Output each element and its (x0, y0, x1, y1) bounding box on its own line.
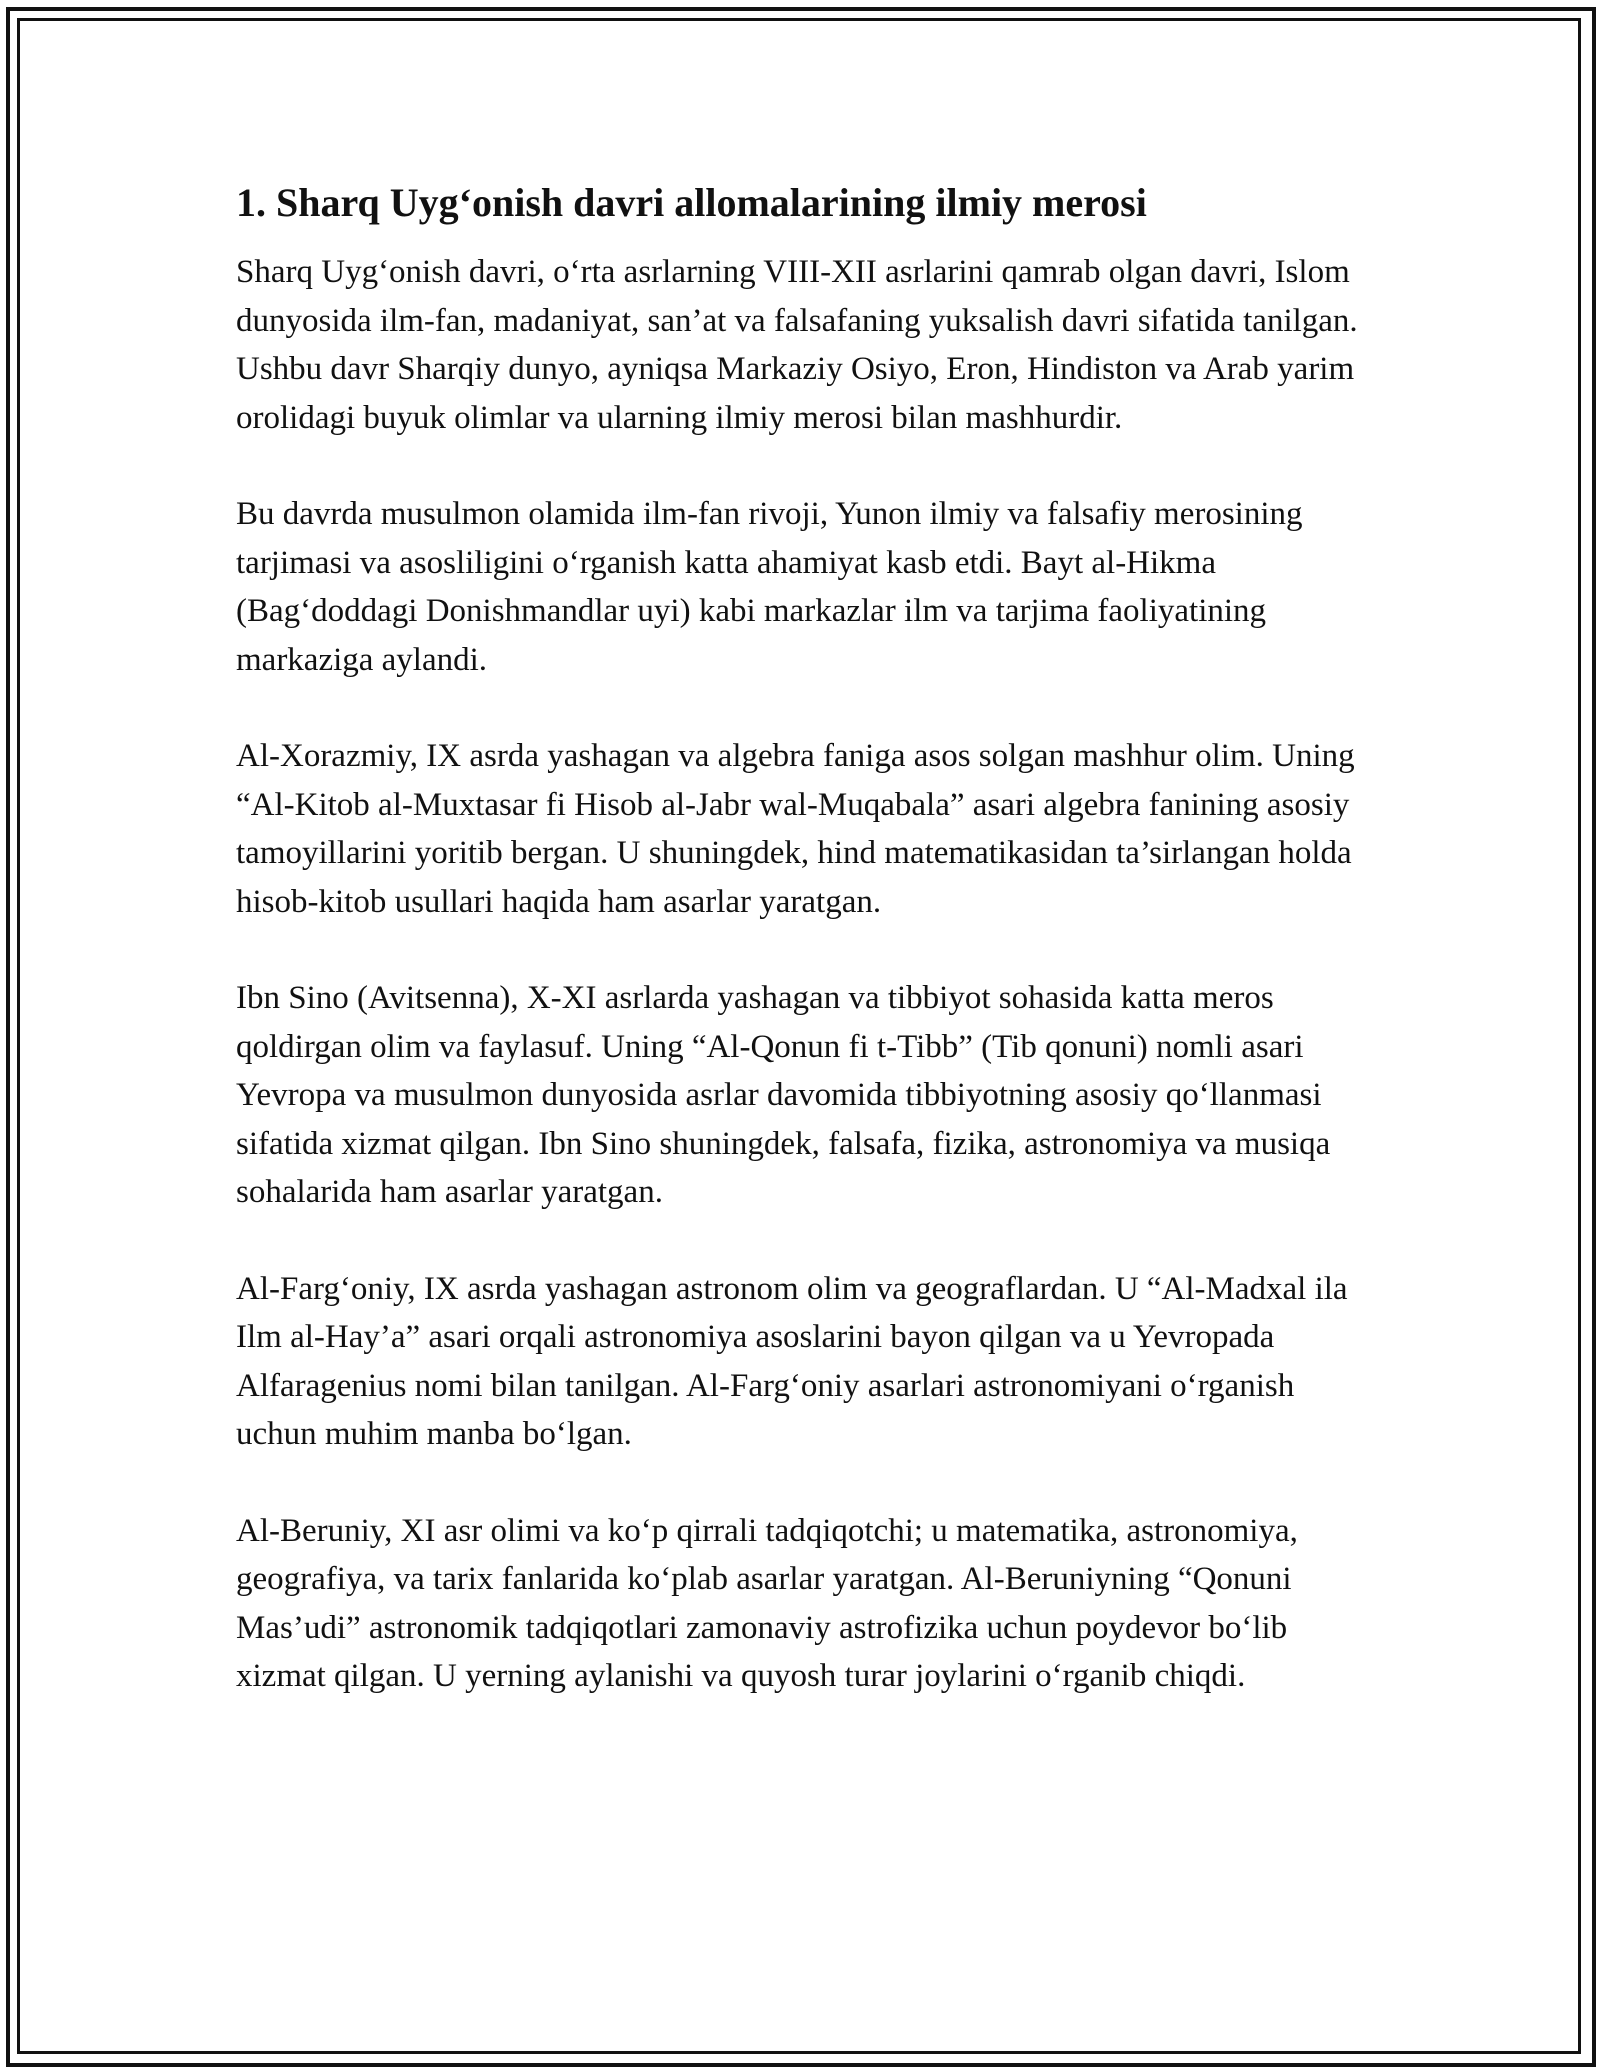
paragraph-al-xorazmiy: Al-Xorazmiy, IX asrda yashagan va algebra faniga asos solgan mashhur olim. Uning “Al-Kitob al-Muxtasar fi Hisob al-Jabr wal-Muqabala” asari algebra fanining asosiy tamoyillarini yoritib bergan. U shuningdek, hind matematikasidan ta’sirlangan holda hisob-kitob usullari haqida ham asarlar yaratgan. (236, 738, 1355, 920)
document-title: 1. Sharq Uyg‘onish davri allomalarining ilmiy merosi (236, 180, 1147, 225)
document-body (236, 178, 1376, 1749)
paragraph-bayt-al-hikma: Bu davrda musulmon olamida ilm-fan rivoji, Yunon ilmiy va falsafiy merosining tarjimasi va asosliligini o‘rganish katta ahamiyat kasb etdi. Bayt al-Hikma (Bag‘doddagi Donishmandlar uyi) kabi markazlar ilm va tarjima faoliyatining markaziga aylandi. (236, 496, 1303, 678)
paragraph-al-beruniy: Al-Beruniy, XI asr olimi va ko‘p qirrali tadqiqotchi; u matematika, astronomiya, geografiya, va tarix fanlarida ko‘plab asarlar yaratgan. Al-Beruniyning “Qonuni Mas’udi” astronomik tadqiqotlari zamonaviy astrofizika uchun poydevor bo‘lib xizmat qilgan. U yerning aylanishi va quyosh turar joylarini o‘rganib chiqdi. (236, 1512, 1298, 1694)
paragraph-intro: Sharq Uyg‘onish davri, o‘rta asrlarning VIII-XII asrlarini qamrab olgan davri, Islom dunyosida ilm-fan, madaniyat, san’at va falsafaning yuksalish davri sifatida tanilgan. Ushbu davr Sharqiy dunyo, ayniqsa Markaziy Osiyo, Eron, Hindiston va Arab yarim orolidagi buyuk olimlar va ularning ilmiy merosi bilan mashhurdir. (236, 254, 1358, 436)
paragraph-ibn-sino: Ibn Sino (Avitsenna), X-XI asrlarda yashagan va tibbiyot sohasida katta meros qoldirgan olim va faylasuf. Uning “Al-Qonun fi t-Tibb” (Tib qonuni) nomli asari Yevropa va musulmon dunyosida asrlar davomida tibbiyotning asosiy qo‘llanmasi sifatida xizmat qilgan. Ibn Sino shuningdek, falsafa, fizika, astronomiya va musiqa sohalarida ham asarlar yaratgan. (236, 980, 1331, 1210)
paragraph-al-fargoniy: Al-Farg‘oniy, IX asrda yashagan astronom olim va geograflardan. U “Al-Madxal ila Ilm al-Hay’a” asari orqali astronomiya asoslarini bayon qilgan va u Yevropada Alfaragenius nomi bilan tanilgan. Al-Farg‘oniy asarlari astronomiyani o‘rganish uchun muhim manba bo‘lgan. (236, 1270, 1348, 1452)
